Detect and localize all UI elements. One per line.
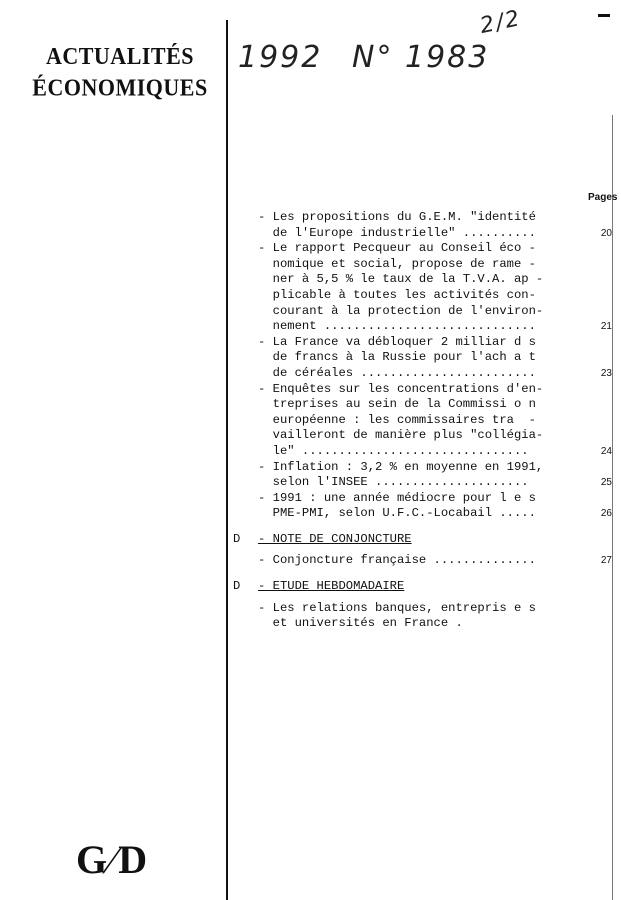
toc-entry [258, 335, 618, 382]
toc-section [233, 579, 618, 632]
pages-column-header: Pages [588, 192, 618, 203]
toc-entry-line: nomique et social, propose de rame - [258, 256, 536, 271]
toc-entry [258, 210, 618, 241]
handwritten-year: 1992 [238, 40, 323, 75]
toc-entry-line: courant à la protection de l'environ- [258, 303, 544, 318]
toc-entry-line: - Le rapport Pecqueur au Conseil éco - [258, 241, 536, 256]
toc-entry [258, 382, 618, 460]
handwritten-part: 2/2 [477, 5, 524, 40]
section-title: - NOTE DE CONJONCTURE [258, 531, 412, 546]
toc-entry-line: - Inflation : 3,2 % en moyenne en 1991, [258, 459, 544, 474]
toc-entry-line: PME-PMI, selon U.F.C.-Locabail ..... [258, 506, 536, 521]
toc-entry-line: ner à 5,5 % le taux de la T.V.A. ap - [258, 272, 544, 287]
page-number: 26 [600, 508, 612, 520]
corner-mark [598, 14, 610, 17]
toc-entry-line: et universités en France . [258, 616, 463, 631]
toc-entry-line: - La France va débloquer 2 milliar d s [258, 334, 536, 349]
toc-entry-line: - Enquêtes sur les concentrations d'en- [258, 381, 544, 396]
page-number: 24 [600, 445, 612, 457]
toc-entry-line: - Les relations banques, entrepris e s [258, 600, 536, 615]
toc-section [233, 531, 618, 569]
publisher-logo [76, 836, 145, 883]
toc-entry-line: nement ............................. [258, 319, 536, 334]
toc-entry-line: - 1991 : une année médiocre pour l e s [258, 490, 536, 505]
page-number: 23 [600, 367, 612, 379]
handwritten-issue-number: N° 1983 [352, 40, 490, 75]
table-of-contents [233, 210, 618, 632]
section-title: - ETUDE HEBDOMADAIRE [258, 579, 405, 594]
toc-entry-line: plicable à toutes les activités con- [258, 287, 536, 302]
page-number: 25 [600, 477, 612, 489]
section-heading [234, 579, 618, 595]
logo-letter-d: D [118, 837, 146, 882]
toc-entry-line: - Les propositions du G.E.M. "identité [258, 210, 536, 224]
toc-entry-line: de l'Europe industrielle" .......... [258, 225, 536, 240]
toc-sections [233, 531, 618, 632]
logo-letter-g: G [76, 837, 106, 882]
toc-entry-line: treprises au sein de la Commissi o n [258, 397, 536, 412]
page-number: 21 [600, 321, 612, 333]
section-marker: D [233, 579, 241, 594]
toc-entry-line: de francs à la Russie pour l'ach a t [258, 350, 536, 365]
masthead-line-2: ÉCONOMIQUES [32, 73, 208, 102]
masthead [20, 41, 220, 104]
toc-entry-line: le" ............................... [258, 443, 529, 458]
toc-entry [258, 491, 618, 522]
toc-entry-line: de céréales ........................ [258, 365, 536, 380]
toc-entry [258, 460, 618, 491]
toc-entry-line: vailleront de manière plus "collégia- [258, 428, 544, 443]
masthead-line-1: ACTUALITÉS [45, 41, 195, 70]
logo-slash: / [98, 837, 125, 882]
toc-entry-line: européenne : les commissaires tra - [258, 412, 536, 427]
toc-entry-line: - Conjoncture française .............. [258, 553, 536, 568]
section-heading [234, 532, 618, 548]
toc-entry [258, 553, 618, 569]
section-marker: D [233, 531, 241, 546]
vertical-divider [226, 20, 228, 900]
page-number: 20 [600, 227, 612, 239]
toc-entry [258, 241, 618, 335]
toc-entry [258, 601, 618, 632]
toc-entries [258, 210, 618, 522]
page-number: 27 [600, 555, 612, 567]
toc-entry-line: selon l'INSEE ..................... [258, 475, 529, 490]
